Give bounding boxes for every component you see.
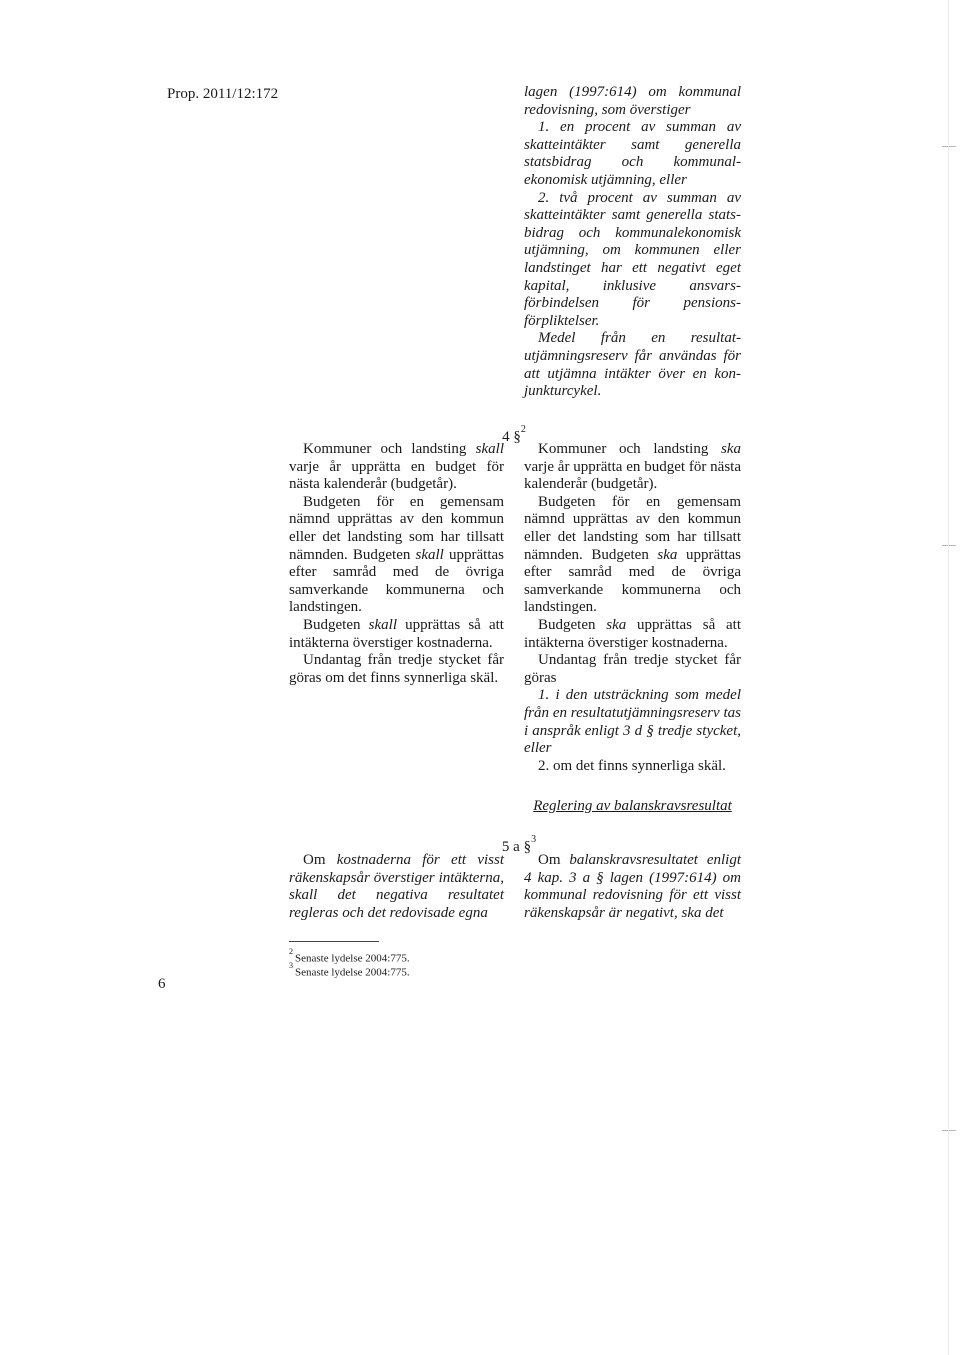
page-number: 6 — [158, 976, 166, 992]
section-heading: Reglering av balanskravsresultat — [533, 798, 732, 814]
document-reference: Prop. 2011/12:172 — [167, 86, 279, 102]
footnote-divider — [289, 941, 379, 942]
margin-mark — [942, 146, 956, 147]
section-5a-proposed-text — [524, 852, 741, 922]
paragraph-1: Kommuner och landsting skall varje år upprätta en budget för nästa kalenderår (budgetår). — [289, 441, 504, 493]
paragraph-1: Om balanskravsresultatet enligt 4 kap. 3 a § lagen (1997:614) om kommunal redovisning för ett visst räkenskapsår är negativt, ska det — [524, 852, 742, 921]
margin-mark — [942, 1130, 956, 1131]
paragraph-4: Undantag från tredje stycket får göras — [524, 652, 741, 686]
footnote-2: $^2$Senaste lydelse 2004:775. — [289, 947, 410, 965]
paragraph-2: Budgeten för en gemensam nämnd upprättas av den kommun eller det landsting som har tillsatt nämnden. Budgeten ska upprättas efter samråd med de övriga samverkande kommunerna och landstingen. — [524, 493, 741, 616]
section-number: 4 § — [502, 429, 521, 445]
section-5a-current-text — [289, 852, 504, 922]
medel-paragraph: Medel från en resultatutjämningsreserv får användas för att utjämna intäkter över en konjunkturcykel. — [524, 330, 741, 400]
margin-line — [948, 0, 949, 1355]
list-item-1: 1. i den utsträckning som medel från en resultatutjämningsreserv tas i anspråk enligt 3 d § tredje stycket, eller — [524, 687, 741, 757]
section-4-current-text — [289, 441, 504, 687]
list-item-2: 2. två procent av summan av skatteintäkter samt generella statsbidrag och kommunalekonomisk utjämning, om kommunen eller landstinget har ett negativt eget kapital, inklusive ansvarsförbindelsen för pensionsförpliktelser. — [524, 189, 741, 329]
margin-mark — [942, 545, 956, 546]
footnote-reference: 2 — [520, 424, 526, 435]
section-number: 5 a § — [501, 839, 532, 855]
section-4-proposed-text — [524, 441, 741, 775]
continued-new-text-block — [524, 84, 741, 401]
continued-line: lagen (1997:614) om kommunal redovisning, som överstiger — [524, 84, 741, 118]
footnote-3: $^3$Senaste lydelse 2004:775. — [289, 961, 410, 979]
paragraph-1: Om kostnaderna för ett visst räkenskapsår överstiger intäkterna, skall det negativa resultatet regleras och det redovisade egna — [289, 852, 504, 921]
paragraph-1: Kommuner och landsting ska varje år upprätta en budget för nästa kalenderår (budgetår). — [524, 441, 741, 493]
paragraph-3: Budgeten ska upprättas så att intäkterna överstiger kostnaderna. — [524, 616, 741, 651]
footnote-reference: 3 — [531, 834, 537, 845]
list-item-2: 2. om det finns synnerliga skäl. — [538, 757, 726, 774]
paragraph-3: Budgeten skall upprättas så att intäkterna överstiger kostnaderna. — [289, 616, 504, 651]
list-item-1: 1. en procent av summan av skatteintäkter samt generella statsbidrag och kommunalekonomisk utjämning, eller — [524, 119, 741, 188]
paragraph-4: Undantag från tredje stycket får göras om det finns synnerliga skäl. — [289, 652, 504, 686]
paragraph-2: Budgeten för en gemensam nämnd upprättas av den kommun eller det landsting som har tillsatt nämnden. Budgeten skall upprättas efter samråd med de övriga samverkande kommunerna och landstingen. — [289, 493, 504, 616]
